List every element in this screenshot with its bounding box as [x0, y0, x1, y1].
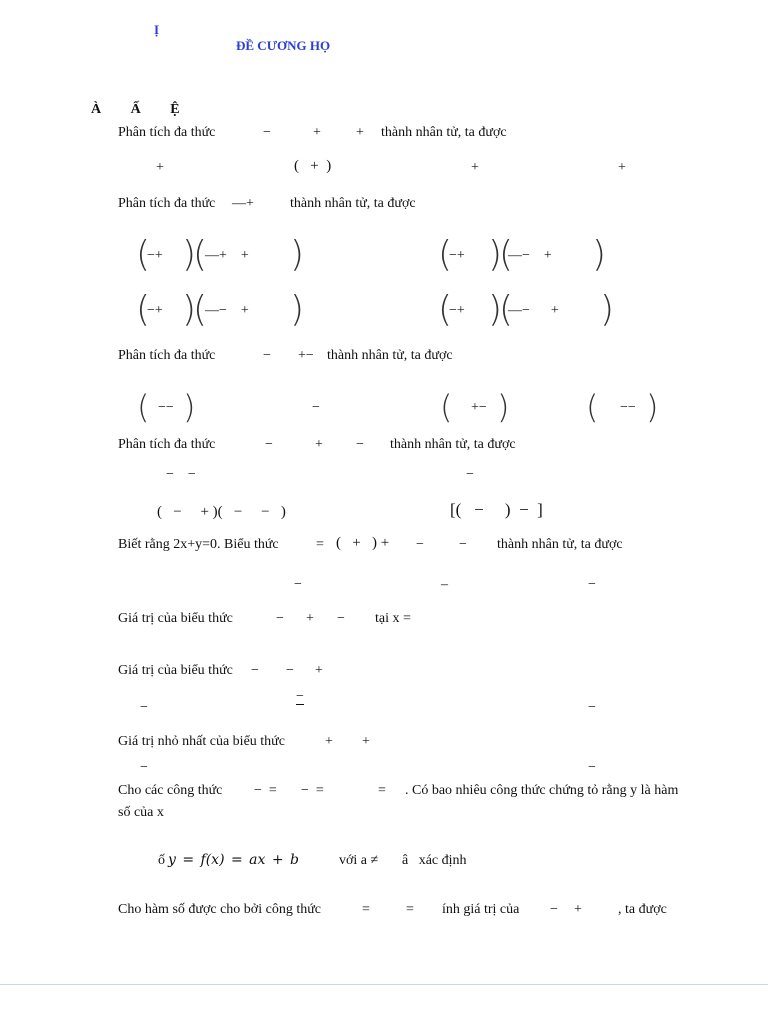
footer-divider: [0, 984, 768, 985]
q10-mid: ính giá trị của: [442, 902, 520, 917]
q1-text: Phân tích đa thức: [118, 125, 216, 140]
q9-op: =: [378, 783, 386, 798]
paren-open: (: [586, 388, 599, 426]
q4-op: +: [315, 437, 323, 452]
paren-open: (: [499, 234, 514, 275]
definition-formula: y = f(x) = ax + b: [168, 852, 300, 868]
q2-answer-c-factor1: −+: [147, 303, 163, 318]
paren-close: ): [646, 388, 659, 426]
paren-open: (: [440, 388, 453, 426]
definition-text: với a ≠: [339, 853, 379, 868]
q1-answer-c: +: [471, 160, 479, 175]
q10-op: −: [550, 902, 558, 917]
q6-suffix: tại x =: [375, 611, 411, 626]
q4-answer-d: [( − ) − ]: [450, 500, 543, 519]
paren-close: ): [488, 234, 503, 275]
paren-open: (: [438, 289, 453, 330]
q8-op: +: [325, 734, 333, 749]
q1-op: −: [263, 125, 271, 140]
q1-answer-a: +: [156, 160, 164, 175]
paren-close: ): [290, 234, 305, 275]
paren-close: ): [182, 289, 197, 330]
q2-answer-a-factor2: —+ +: [205, 248, 249, 263]
q2-ops: —+: [232, 196, 254, 211]
q8-answer-a: −: [140, 760, 148, 775]
paren-open: (: [499, 289, 514, 330]
q5-answer-a: −: [294, 577, 302, 592]
q1-suffix: thành nhân tử, ta được: [381, 125, 507, 140]
q9-suffix: . Có bao nhiêu công thức chứng tỏ rằng y là hàm: [405, 783, 679, 798]
q6-text: Giá trị của biểu thức: [118, 611, 233, 626]
q3-answer-a: −−: [158, 400, 174, 415]
q4-answer-b: −: [466, 467, 474, 482]
document-title: ĐỀ CƯƠNG HỌ: [236, 38, 331, 53]
q5-op: −: [459, 537, 467, 552]
q7-op: −: [286, 663, 294, 678]
paren-close: ): [183, 388, 196, 426]
q9-text: Cho các công thức: [118, 783, 223, 798]
q7-answer-c: −: [588, 700, 596, 715]
q7-op: +: [315, 663, 323, 678]
paren-open: (: [136, 234, 151, 275]
header-mark: Ị: [154, 22, 160, 37]
paren-close: ): [592, 234, 607, 275]
q4-text: Phân tích đa thức: [118, 437, 216, 452]
q5-op: =: [316, 537, 324, 552]
q3-op: +−: [298, 348, 314, 363]
definition-prefix: ố: [158, 853, 165, 868]
q2-answer-d-factor2: —− +: [508, 303, 559, 318]
q7-op: −: [251, 663, 259, 678]
q1-op: +: [356, 125, 364, 140]
q8-op: +: [362, 734, 370, 749]
q2-answer-c-factor2: —− +: [205, 303, 249, 318]
paren-open: (: [137, 388, 150, 426]
paren-open: (: [136, 289, 151, 330]
q4-op: −: [356, 437, 364, 452]
q9-line2: số của x: [118, 805, 164, 820]
q1-op: +: [313, 125, 321, 140]
paren-close: ): [182, 234, 197, 275]
q2-suffix: thành nhân tử, ta được: [290, 196, 416, 211]
q8-text: Giá trị nhỏ nhất của biểu thức: [118, 734, 285, 749]
q5-answer-b: –: [441, 577, 448, 592]
paren-open: (: [193, 234, 208, 275]
q3-text: Phân tích đa thức: [118, 348, 216, 363]
q8-answer-b: −: [588, 760, 596, 775]
paren-close: ): [290, 289, 305, 330]
q4-op: −: [265, 437, 273, 452]
q1-answer-b: ( + ): [294, 158, 332, 174]
q5-op: ( + ) +: [336, 535, 390, 551]
paren-close: ): [488, 289, 503, 330]
section-heading: À Ấ Ệ: [91, 102, 180, 117]
q3-suffix: thành nhân tử, ta được: [327, 348, 453, 363]
q3-answer-d: −−: [620, 400, 636, 415]
definition-tail: â xác định: [402, 853, 467, 868]
q4-answer-c: ( − + )( − − ): [157, 504, 286, 520]
q10-op: +: [574, 902, 582, 917]
q3-answer-c: +−: [471, 400, 487, 415]
q4-suffix: thành nhân tử, ta được: [390, 437, 516, 452]
q10-suffix: , ta được: [618, 902, 667, 917]
q6-op: −: [337, 611, 345, 626]
q2-answer-a-factor1: −+: [147, 248, 163, 263]
q1-answer-d: +: [618, 160, 626, 175]
q6-op: −: [276, 611, 284, 626]
q9-op: − =: [301, 783, 324, 798]
paren-close: ): [497, 388, 510, 426]
q5-answer-c: −: [588, 577, 596, 592]
q3-op: −: [263, 348, 271, 363]
paren-open: (: [193, 289, 208, 330]
q7-text: Giá trị của biểu thức: [118, 663, 233, 678]
q2-answer-d-factor1: −+: [449, 303, 465, 318]
q4-answer-a: − −: [166, 467, 196, 482]
q2-text: Phân tích đa thức: [118, 196, 216, 211]
paren-open: (: [438, 234, 453, 275]
paren-close: ): [600, 289, 615, 330]
q10-op: =: [406, 902, 414, 917]
q7-answer-b: −: [296, 689, 304, 704]
q5-text: Biết rằng 2x+y=0. Biểu thức: [118, 537, 279, 552]
q5-op: −: [416, 537, 424, 552]
q9-op: − =: [254, 783, 277, 798]
q5-suffix: thành nhân tử, ta được: [497, 537, 623, 552]
q2-answer-b-factor1: −+: [449, 248, 465, 263]
q6-op: +: [306, 611, 314, 626]
q2-answer-b-factor2: —− +: [508, 248, 552, 263]
q10-text: Cho hàm số được cho bởi công thức: [118, 902, 322, 917]
q7-answer-a: −: [140, 700, 148, 715]
q3-answer-b: −: [312, 400, 320, 415]
q10-op: =: [362, 902, 370, 917]
